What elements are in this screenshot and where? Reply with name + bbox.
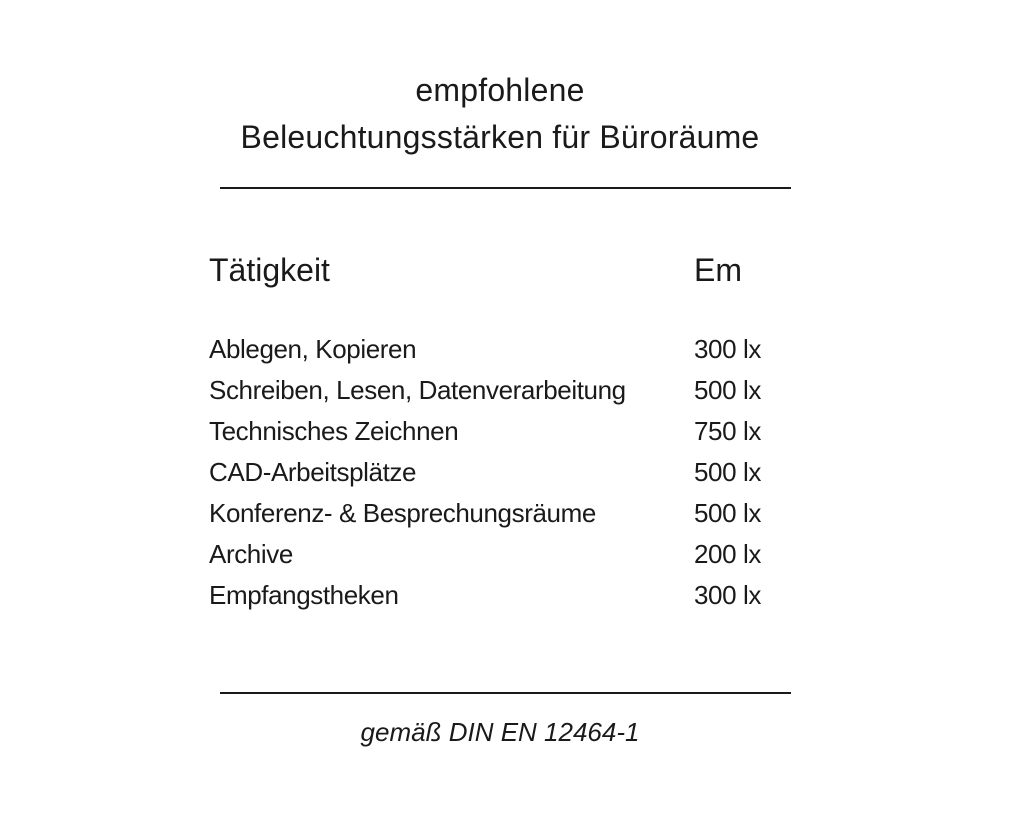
title-line-1: empfohlene bbox=[415, 72, 585, 108]
row-activity: Archive bbox=[209, 539, 293, 569]
table-row bbox=[0, 452, 1024, 493]
row-activity: Konferenz- & Besprechungsräume bbox=[209, 498, 596, 528]
row-value: 500 lx bbox=[694, 457, 761, 487]
table-row bbox=[0, 493, 1024, 534]
table-row bbox=[0, 534, 1024, 575]
header-activity: Tätigkeit bbox=[209, 252, 330, 288]
table-header bbox=[0, 248, 1024, 292]
table-body bbox=[0, 329, 1024, 616]
row-activity: Schreiben, Lesen, Datenverarbeitung bbox=[209, 375, 626, 405]
row-value: 300 lx bbox=[694, 580, 761, 610]
title-line-2: Beleuchtungsstärken für Büroräume bbox=[240, 119, 760, 155]
header-em: Em bbox=[694, 252, 742, 288]
top-divider bbox=[220, 187, 791, 189]
table-row bbox=[0, 370, 1024, 411]
table-row bbox=[0, 329, 1024, 370]
bottom-divider bbox=[220, 692, 791, 694]
row-value: 200 lx bbox=[694, 539, 761, 569]
row-value: 500 lx bbox=[694, 498, 761, 528]
table-row bbox=[0, 575, 1024, 616]
source-footnote: gemäß DIN EN 12464-1 bbox=[360, 717, 640, 747]
row-value: 300 lx bbox=[694, 334, 761, 364]
row-activity: CAD-Arbeitsplätze bbox=[209, 457, 417, 487]
row-value: 500 lx bbox=[694, 375, 761, 405]
row-value: 750 lx bbox=[694, 416, 761, 446]
table-row bbox=[0, 411, 1024, 452]
row-activity: Empfangstheken bbox=[209, 580, 399, 610]
row-activity: Ablegen, Kopieren bbox=[209, 334, 417, 364]
row-activity: Technisches Zeichnen bbox=[209, 416, 459, 446]
